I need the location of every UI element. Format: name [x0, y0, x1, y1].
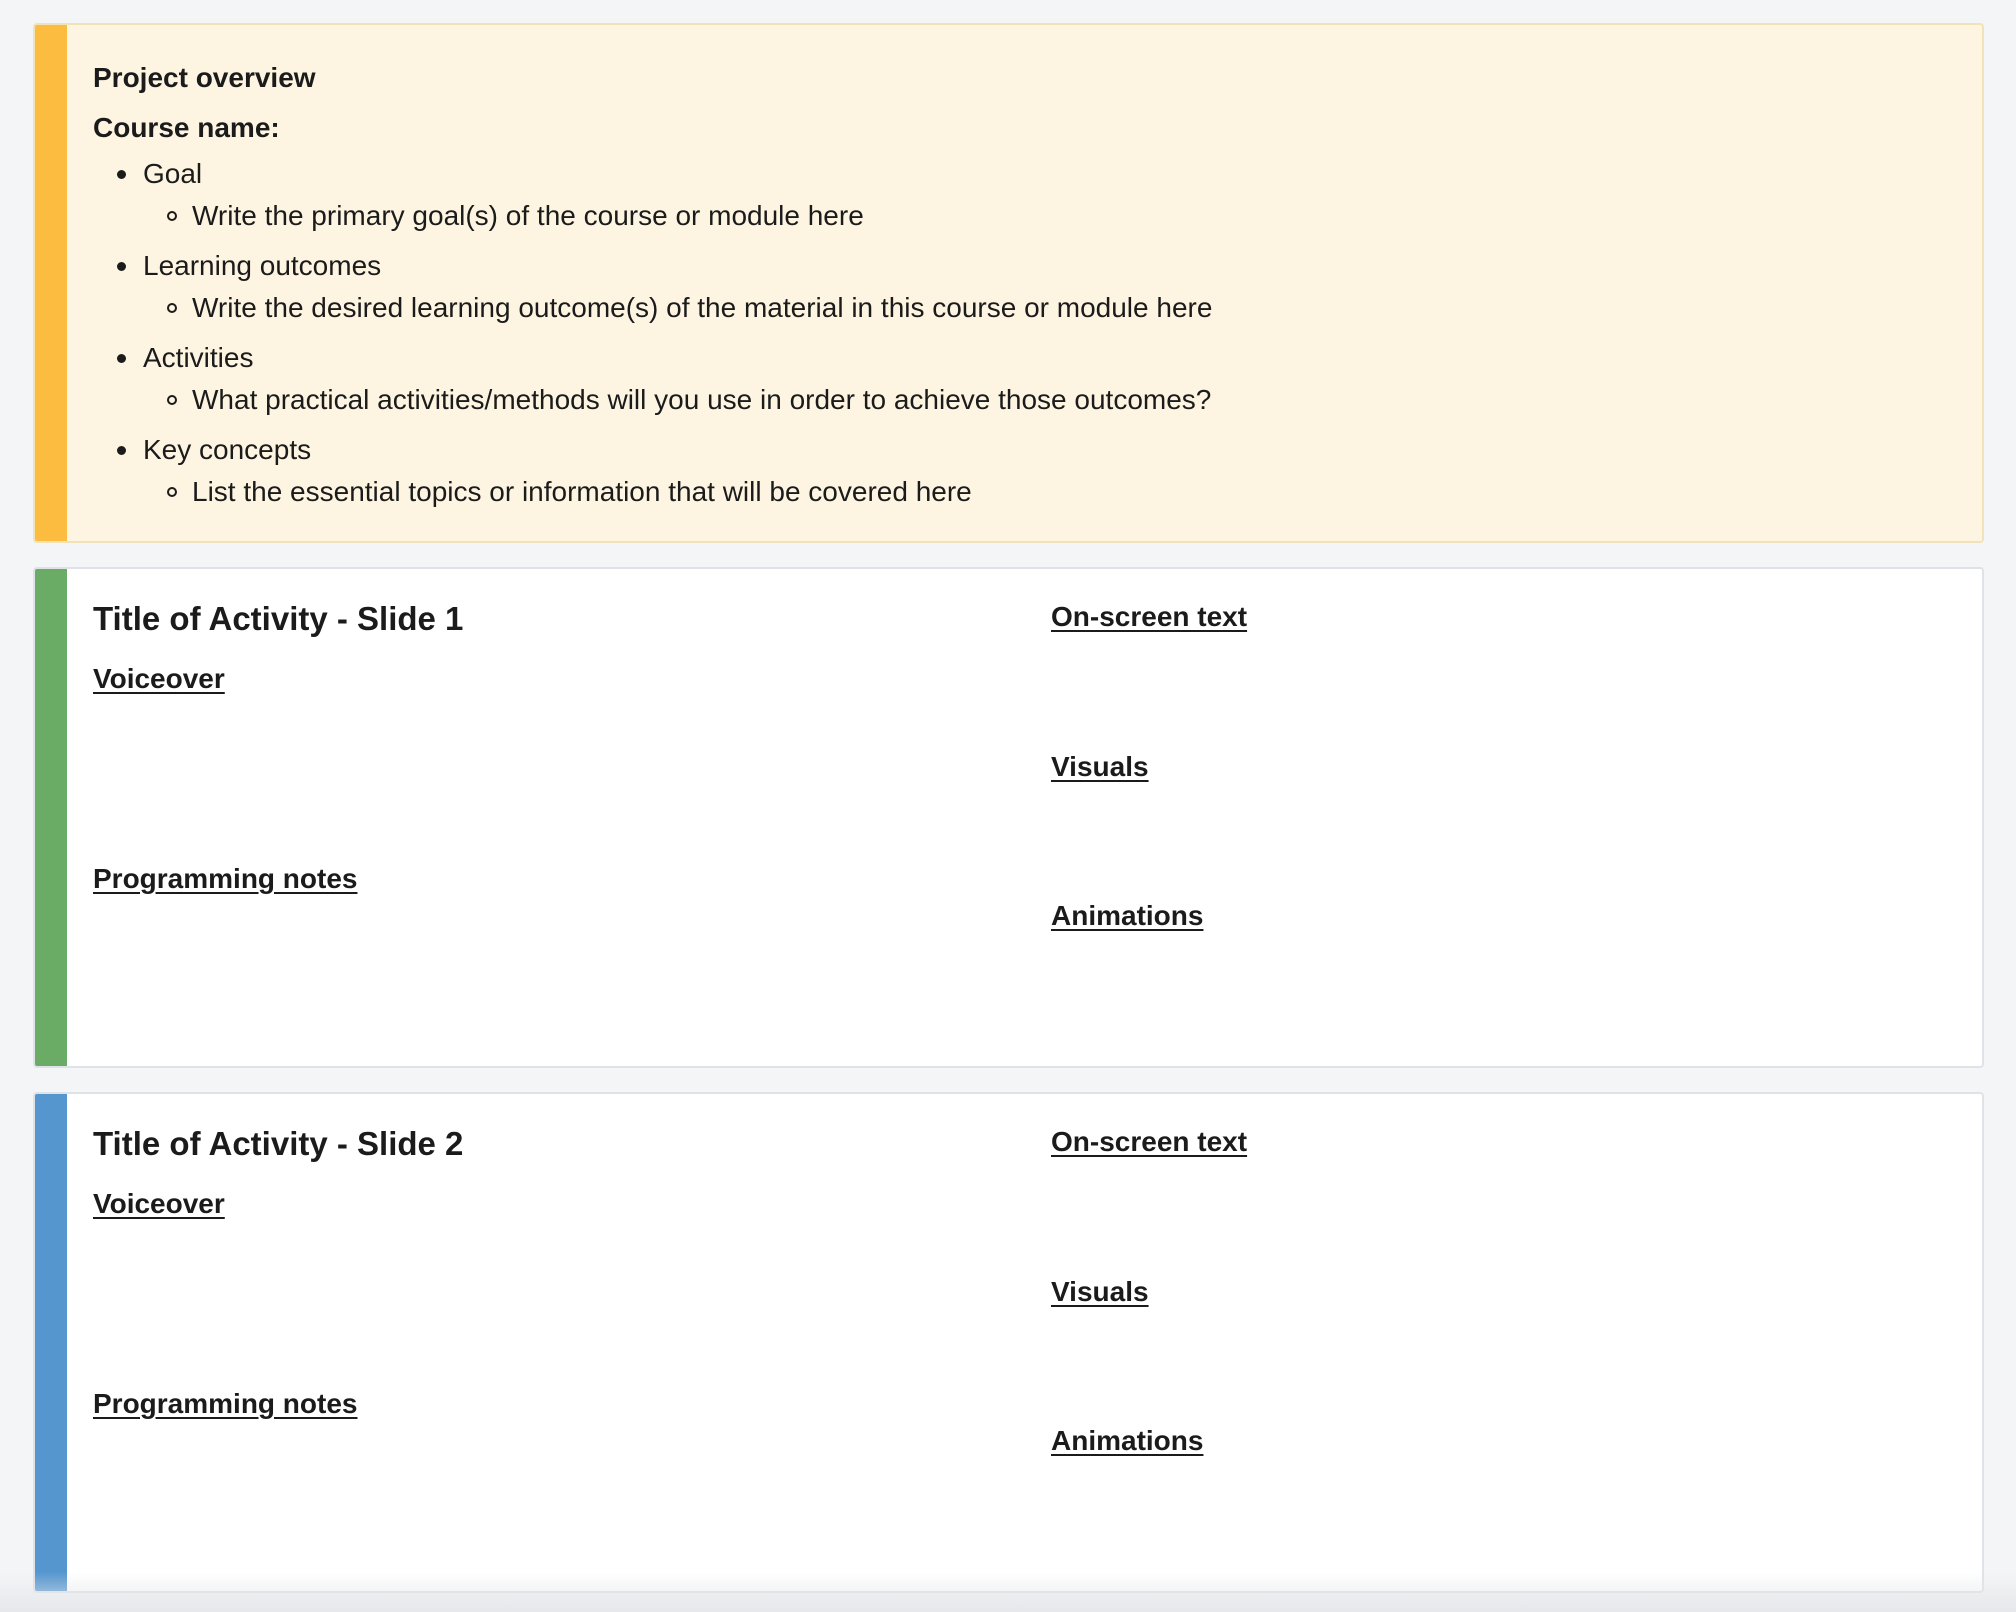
sub-list-item[interactable]: [93, 471, 1982, 513]
list-item-row[interactable]: [93, 245, 1982, 287]
visuals-heading[interactable]: Visuals: [1051, 1276, 1149, 1307]
list-item: [93, 245, 1982, 329]
list-item-row[interactable]: [93, 337, 1982, 379]
voiceover-heading[interactable]: Voiceover: [93, 663, 225, 694]
visuals-heading[interactable]: Visuals: [1051, 751, 1149, 782]
voiceover-heading[interactable]: Voiceover: [93, 1188, 225, 1219]
sub-list-item[interactable]: [93, 379, 1982, 421]
list-item: [93, 153, 1982, 237]
on-screen-text-heading[interactable]: On-screen text: [1051, 1126, 1248, 1157]
sub-list-item-text: List the essential topics or information that will be covered here: [192, 476, 972, 507]
slide-1-accent-bar: [35, 569, 67, 1066]
course-name-label[interactable]: Course name:: [93, 112, 280, 143]
list-item-label: Learning outcomes: [143, 250, 382, 281]
sub-list-item-text: Write the primary goal(s) of the course or module here: [192, 200, 864, 231]
sub-list-item-text: Write the desired learning outcome(s) of the material in this course or module here: [192, 292, 1213, 323]
slide-2-body[interactable]: [67, 1094, 1982, 1591]
overview-accent-bar: [35, 25, 67, 541]
animations-heading[interactable]: Animations: [1051, 900, 1204, 931]
slide-1-body[interactable]: [67, 569, 1982, 1066]
project-overview-card: [33, 23, 1984, 543]
bullet-icon: [117, 446, 126, 455]
programming-notes-heading[interactable]: Programming notes: [93, 1388, 358, 1419]
bullet-icon: [117, 262, 126, 271]
list-item-label: Activities: [143, 342, 254, 373]
hollow-bullet-icon: [167, 487, 177, 497]
on-screen-text-heading[interactable]: On-screen text: [1051, 601, 1248, 632]
slide-card-1: [33, 567, 1984, 1068]
bullet-icon: [117, 354, 126, 363]
list-item-label: Key concepts: [143, 434, 312, 465]
hollow-bullet-icon: [167, 303, 177, 313]
overview-body[interactable]: [67, 25, 1982, 541]
list-item-label: Goal: [143, 158, 203, 189]
overview-title: Project overview: [93, 62, 316, 93]
slide-card-2: [33, 1092, 1984, 1593]
sub-list-item-text: What practical activities/methods will you use in order to achieve those outcomes?: [192, 384, 1212, 415]
hollow-bullet-icon: [167, 211, 177, 221]
list-item-row[interactable]: [93, 153, 1982, 195]
animations-heading[interactable]: Animations: [1051, 1425, 1204, 1456]
list-item: [93, 337, 1982, 421]
list-item-row[interactable]: [93, 429, 1982, 471]
slide-title[interactable]: Title of Activity - Slide 1: [93, 600, 464, 637]
list-item: [93, 429, 1982, 513]
bullet-icon: [117, 170, 126, 179]
programming-notes-heading[interactable]: Programming notes: [93, 863, 358, 894]
sub-list-item[interactable]: [93, 195, 1982, 237]
hollow-bullet-icon: [167, 395, 177, 405]
sub-list-item[interactable]: [93, 287, 1982, 329]
slide-2-accent-bar: [35, 1094, 67, 1591]
slide-title[interactable]: Title of Activity - Slide 2: [93, 1125, 464, 1162]
overview-list: [93, 153, 1982, 513]
